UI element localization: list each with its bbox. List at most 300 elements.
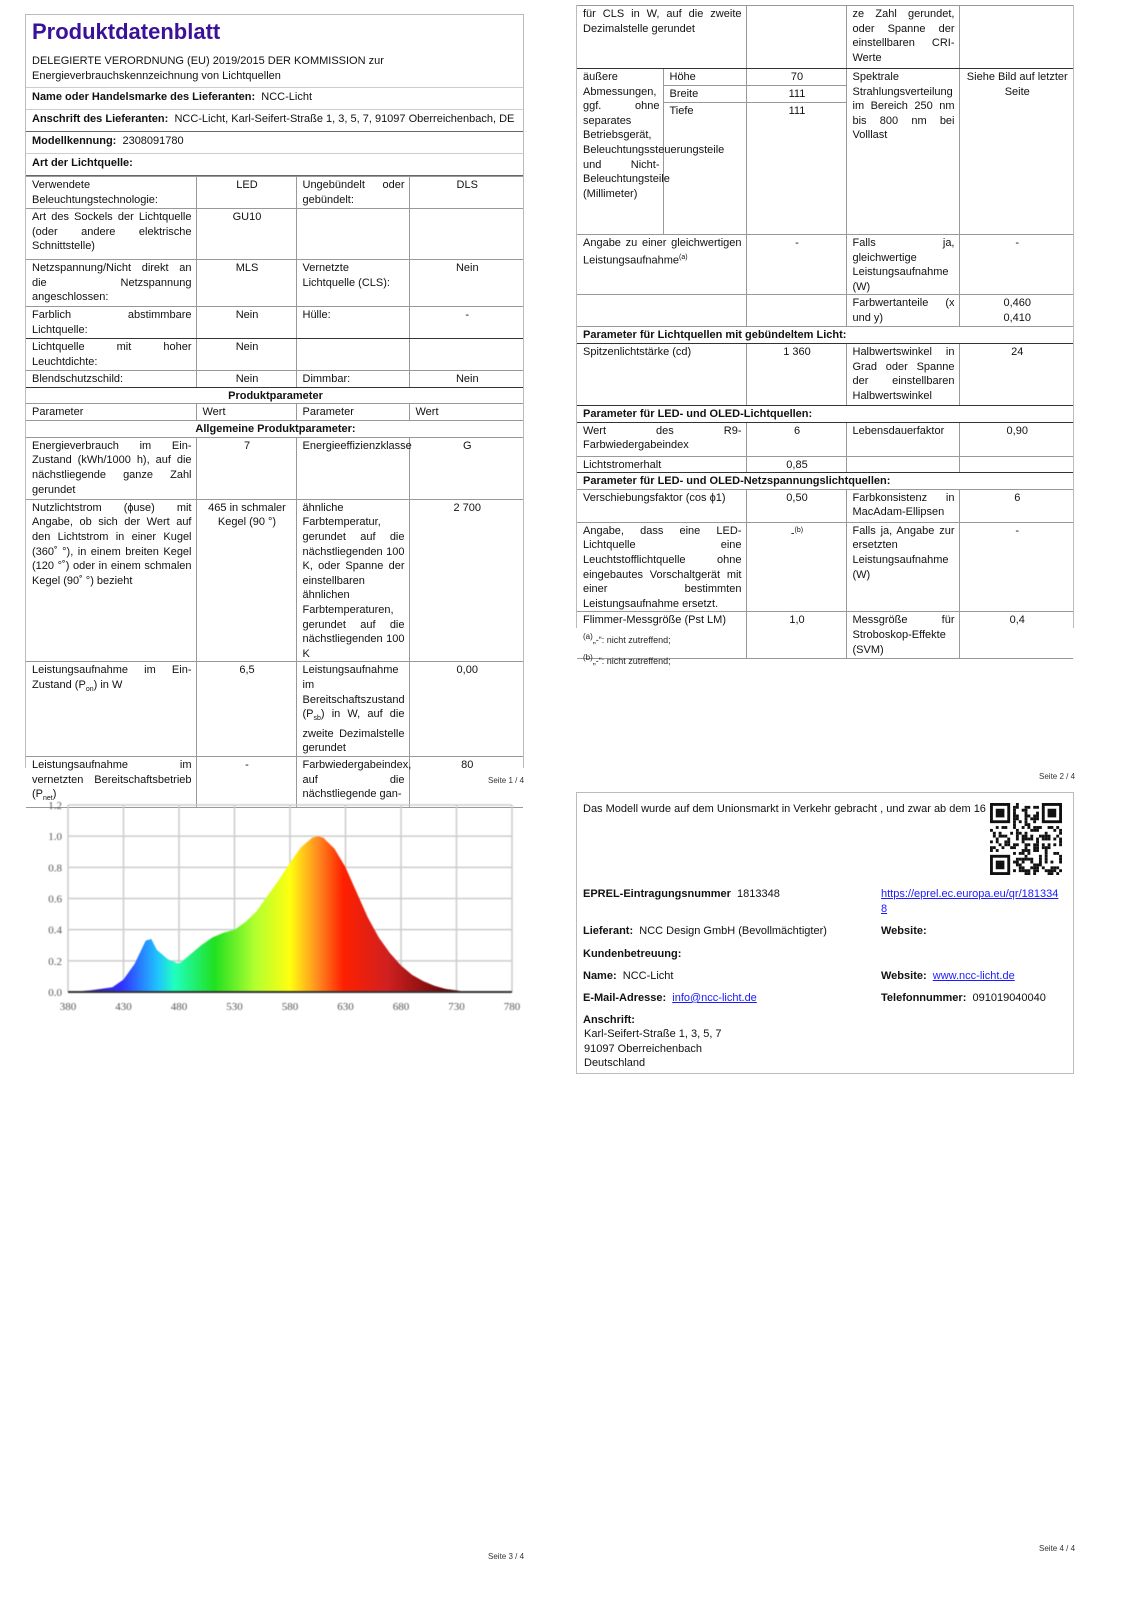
x-tick-label: 380	[59, 1001, 77, 1013]
param-label: Lichtquelle mit hoher Leuchtdichte:	[26, 339, 196, 371]
param-label: Vernetzte Lichtquelle (CLS):	[296, 260, 409, 307]
qr-module	[1007, 840, 1010, 843]
qr-module	[1016, 858, 1019, 861]
type-heading: Art der Lichtquelle:	[26, 154, 523, 176]
qr-module	[1036, 806, 1039, 809]
qr-module	[1013, 826, 1016, 829]
qr-module	[1022, 838, 1025, 841]
qr-module	[1036, 826, 1039, 829]
qr-module	[1039, 858, 1042, 861]
qr-module	[1045, 869, 1048, 872]
qr-module	[1039, 855, 1042, 858]
qr-module	[1027, 869, 1030, 872]
empty-cell	[846, 456, 959, 473]
qr-module	[1045, 861, 1048, 864]
directional-heading: Parameter für Lichtquellen mit gebündeltem Licht:	[577, 327, 1073, 344]
qr-module	[1036, 829, 1039, 832]
page-number: Seite 3 / 4	[488, 1552, 525, 1561]
qr-module	[1013, 820, 1016, 823]
psb-suffix: ) in W, auf die zweite Dezimalstelle gerundet	[302, 708, 405, 755]
y-tick-label: 1.2	[48, 800, 62, 812]
qr-module	[1030, 861, 1033, 864]
qr-module	[1030, 866, 1033, 869]
dim-value: 111	[746, 103, 846, 235]
qr-module	[1039, 826, 1042, 829]
qr-module	[1019, 832, 1022, 835]
qr-module	[1016, 817, 1019, 820]
col-header: Parameter	[296, 404, 409, 421]
qr-module	[1053, 852, 1056, 855]
qr-module	[1007, 843, 1010, 846]
param-label: Ungebündelt oder gebündelt:	[296, 177, 409, 209]
footnote-mark: (a)	[583, 632, 593, 641]
address	[584, 1027, 722, 1071]
supplier-name: NCC-Licht	[261, 91, 312, 103]
website-label: Website:	[881, 925, 927, 937]
equiv-w-label: Falls ja, gleichwertige Leistungsaufnahme (W)	[846, 235, 959, 295]
param-label	[296, 209, 409, 260]
spectrum-chart	[28, 792, 521, 1022]
param-value	[409, 209, 523, 260]
col-header: Parameter	[26, 404, 196, 421]
qr-module	[1050, 866, 1053, 869]
empty-cell	[959, 6, 1073, 69]
equiv-power-label	[577, 235, 746, 295]
qr-module	[1027, 823, 1030, 826]
qr-module	[1056, 826, 1059, 829]
param-label: Nutzlichtstrom (ɸuse) mit Angabe, ob sich der Wert auf den Lichtstrom in einer Kugel (360˚ °), in einem breiten Kegel (120 °˚) oder in einem schmalen Kegel (90˚ °) bezieht	[26, 499, 196, 662]
qr-module	[1019, 858, 1022, 861]
empty-cell	[746, 6, 846, 69]
qr-module	[1050, 869, 1053, 872]
model-label: Modellkennung:	[32, 135, 117, 147]
email-label: E-Mail-Adresse:	[583, 992, 667, 1004]
qr-module	[1004, 840, 1007, 843]
qr-module	[1036, 869, 1039, 872]
qr-module	[1048, 846, 1051, 849]
y-tick-label: 1.0	[48, 831, 62, 844]
qr-module	[1002, 846, 1005, 849]
qr-module	[1036, 838, 1039, 841]
equiv-text: Angabe zu einer gleichwertigen Leistungsaufnahme	[583, 237, 742, 267]
qr-module	[1059, 843, 1062, 846]
beam-label: Halbwertswinkel in Grad oder Spanne der einstellbaren Halbwertswinkel	[846, 343, 959, 405]
pon-sub: on	[85, 686, 94, 694]
qr-module	[1025, 835, 1028, 838]
maint-label: Lichtstromerhalt	[577, 456, 746, 473]
param-label: Netzspannung/Nicht direkt an die Netzspannung angeschlossen:	[26, 260, 196, 307]
qr-module	[1042, 838, 1045, 841]
empty-cell	[746, 295, 846, 327]
qr-module	[1025, 812, 1028, 815]
qr-module	[1019, 866, 1022, 869]
psb-label	[296, 662, 409, 757]
qr-module	[1016, 803, 1019, 806]
qr-module	[1022, 869, 1025, 872]
qr-module	[1025, 872, 1028, 875]
x-tick-label: 480	[170, 1001, 188, 1013]
qr-module	[1036, 866, 1039, 869]
light-source-type-table	[26, 176, 523, 808]
qr-module	[1027, 806, 1030, 809]
peak-label: Spitzenlichtstärke (cd)	[577, 343, 746, 405]
qr-module	[1033, 843, 1036, 846]
qr-module	[1042, 843, 1045, 846]
qr-module	[1013, 806, 1016, 809]
footnote-mark: (b)	[583, 653, 593, 662]
macadam-value: 6	[959, 489, 1073, 522]
params-table-continued	[577, 5, 1073, 659]
supplier-name-label: Name oder Handelsmarke des Lieferanten:	[32, 91, 256, 103]
flicker-value: 1,0	[746, 612, 846, 659]
qr-module	[1004, 843, 1007, 846]
empty-cell	[959, 456, 1073, 473]
qr-module	[1056, 835, 1059, 838]
qr-module	[1053, 843, 1056, 846]
spectrum-value: Siehe Bild auf letzter Seite	[959, 69, 1073, 235]
qr-module	[993, 835, 996, 838]
qr-finder-center	[1048, 809, 1057, 818]
qr-module	[1048, 872, 1051, 875]
qr-module	[1016, 863, 1019, 866]
qr-finder-center	[996, 861, 1005, 870]
qr-module	[1036, 812, 1039, 815]
peak-value: 1 360	[746, 343, 846, 405]
qr-module	[1033, 863, 1036, 866]
led-heading: Parameter für LED- und OLED-Lichtquellen:	[577, 405, 1073, 422]
qr-module	[1036, 817, 1039, 820]
cri-value: 80	[409, 757, 523, 808]
footnote-ref: (b)	[794, 526, 804, 534]
address-line: 91097 Oberreichenbach	[584, 1042, 703, 1055]
qr-module	[1050, 872, 1053, 875]
address-line: Deutschland	[584, 1057, 646, 1069]
replace-w-value: -	[959, 522, 1073, 612]
page-title: Produktdatenblatt	[32, 19, 221, 44]
x-tick-label: 580	[281, 1001, 299, 1013]
eprel-label: EPREL-Eintragungsnummer	[583, 888, 731, 900]
qr-module	[1042, 835, 1045, 838]
qr-module	[1025, 809, 1028, 812]
qr-module	[1033, 815, 1036, 818]
website-link[interactable]: www.ncc-licht.de	[932, 970, 1015, 982]
qr-module	[1039, 861, 1042, 864]
qr-module	[1045, 832, 1048, 835]
psb-text: Leistungsaufnahme im Bereitschaftszustand (P	[302, 664, 405, 721]
replace-dash: -	[790, 527, 795, 540]
eprel-link[interactable]: https://eprel.ec.europa.eu/qr/1813348	[881, 888, 1059, 915]
param-label: Dimmbar:	[296, 371, 409, 388]
qr-module	[1010, 846, 1013, 849]
qr-module	[996, 849, 999, 852]
chroma-values	[959, 295, 1073, 327]
param-value: Nein	[196, 339, 296, 371]
qr-module	[1019, 869, 1022, 872]
param-label: Energieeffizienzklasse	[296, 437, 409, 499]
qr-module	[1025, 849, 1028, 852]
qr-module	[1016, 835, 1019, 838]
cos-value: 0,50	[746, 489, 846, 522]
model-row	[26, 132, 523, 154]
qr-module	[1042, 846, 1045, 849]
qr-module	[1056, 866, 1059, 869]
qr-module	[1045, 835, 1048, 838]
qr-module	[1045, 858, 1048, 861]
cri-label-cont: ze Zahl gerundet, oder Spanne der einstellbaren CRI-Werte	[846, 6, 959, 69]
param-label: Blendschutzschild:	[26, 371, 196, 388]
pon-value: 6,5	[196, 662, 296, 757]
qr-module	[1042, 866, 1045, 869]
qr-module	[1025, 815, 1028, 818]
qr-module	[1048, 869, 1051, 872]
param-label: Farblich abstimmbare Lichtquelle:	[26, 307, 196, 339]
qr-module	[990, 840, 993, 843]
qr-module	[1007, 838, 1010, 841]
qr-module	[996, 840, 999, 843]
qr-module	[1022, 866, 1025, 869]
param-value: LED	[196, 177, 296, 209]
x-tick-label: 680	[392, 1001, 410, 1013]
qr-code[interactable]	[990, 803, 1062, 875]
qr-module	[990, 829, 993, 832]
qr-module	[1045, 852, 1048, 855]
dim-label: Höhe	[663, 69, 746, 86]
address-line: Karl-Seifert-Straße 1, 3, 5, 7	[584, 1028, 722, 1040]
param-value: Nein	[196, 307, 296, 339]
param-label	[296, 339, 409, 371]
qr-module	[1050, 861, 1053, 864]
qr-module	[1030, 838, 1033, 841]
chroma-x: 0,460	[1003, 297, 1032, 310]
svm-value: 0,4	[959, 612, 1073, 659]
qr-module	[1022, 849, 1025, 852]
pnet-sub: net	[43, 795, 53, 803]
product-params-heading: Produktparameter	[26, 387, 523, 404]
x-tick-label: 730	[448, 1001, 465, 1013]
qr-module	[1059, 858, 1062, 861]
qr-module	[1027, 849, 1030, 852]
life-value: 0,90	[959, 422, 1073, 456]
qr-module	[1045, 849, 1048, 852]
qr-module	[1025, 838, 1028, 841]
qr-module	[1025, 832, 1028, 835]
qr-module	[1019, 820, 1022, 823]
y-tick-label: 0.2	[48, 955, 62, 968]
param-value: 2 700	[409, 499, 523, 662]
psb-sub: sb	[313, 715, 321, 723]
qr-module	[1039, 835, 1042, 838]
replace-w-label: Falls ja, Angabe zur ersetzten Leistungsaufnahme (W)	[846, 522, 959, 612]
qr-module	[1022, 858, 1025, 861]
qr-module	[1048, 838, 1051, 841]
replace-label: Angabe, dass eine LED-Lichtquelle eine Leuchtstofflichtquelle ohne eingebautes Vorschaltgerät mit einer bestimmten Leistungsaufnahme ersetzt.	[577, 522, 746, 612]
qr-module	[1016, 861, 1019, 864]
qr-module	[1025, 858, 1028, 861]
qr-module	[1004, 835, 1007, 838]
supplier-name-row	[26, 88, 523, 110]
qr-module	[1027, 826, 1030, 829]
col-header: Wert	[409, 404, 523, 421]
qr-module	[1048, 826, 1051, 829]
supplier-label: Lieferant:	[583, 925, 634, 937]
qr-module	[1036, 846, 1039, 849]
col-header: Wert	[196, 404, 296, 421]
pon-text: Leistungsaufnahme im Ein-Zustand (P	[32, 664, 192, 691]
qr-module	[996, 826, 999, 829]
pnet-suffix: )	[52, 788, 57, 801]
r9-value: 6	[746, 422, 846, 456]
flicker-label: Flimmer-Messgröße (Pst LM)	[577, 612, 746, 659]
dim-label: Breite	[663, 86, 746, 103]
qr-module	[1033, 866, 1036, 869]
qr-module	[1059, 829, 1062, 832]
qr-module	[1016, 806, 1019, 809]
datasheet-page-4	[576, 792, 1074, 1074]
model-id: 2308091780	[122, 135, 184, 147]
y-tick-label: 0.8	[48, 862, 62, 875]
footnote-a	[583, 628, 671, 649]
qr-module	[1002, 835, 1005, 838]
qr-module	[1016, 838, 1019, 841]
qr-module	[1025, 869, 1028, 872]
qr-module	[1027, 852, 1030, 855]
psb-value: 0,00	[409, 662, 523, 757]
dim-value: 111	[746, 86, 846, 103]
param-label: Energieverbrauch im Ein-Zustand (kWh/1000 h), auf die nächstliegende ganze Zahl gerundet	[26, 437, 196, 499]
maint-value: 0,85	[746, 456, 846, 473]
regulation-text: DELEGIERTE VERORDNUNG (EU) 2019/2015 DER KOMMISSION zur Energieverbrauchskennzeichnung von Lichtquellen	[26, 51, 523, 88]
footnote-text: „-“: nicht zutreffend;	[592, 635, 671, 645]
qr-module	[1027, 872, 1030, 875]
mains-heading: Parameter für LED- und OLED-Netzspannungslichtquellen:	[577, 473, 1073, 490]
dim-label: Tiefe	[663, 103, 746, 235]
table-row	[26, 307, 523, 339]
qr-module	[1025, 817, 1028, 820]
pon-label	[26, 662, 196, 757]
qr-module	[1016, 815, 1019, 818]
qr-module	[1036, 815, 1039, 818]
qr-module	[1016, 829, 1019, 832]
supplier-value: NCC Design GmbH (Bevollmächtigter)	[639, 925, 827, 937]
qr-module	[1013, 809, 1016, 812]
qr-module	[1013, 869, 1016, 872]
qr-module	[1019, 863, 1022, 866]
qr-module	[1013, 817, 1016, 820]
qr-module	[1022, 840, 1025, 843]
qr-module	[1013, 861, 1016, 864]
qr-module	[1030, 829, 1033, 832]
name-value: NCC-Licht	[622, 970, 674, 982]
table-row	[26, 339, 523, 371]
qr-module	[1022, 852, 1025, 855]
cls-power-label-cont: für CLS in W, auf die zweite Dezimalstelle gerundet	[577, 6, 746, 69]
qr-module	[990, 846, 993, 849]
qr-module	[1059, 855, 1062, 858]
qr-module	[1033, 869, 1036, 872]
page-number: Seite 1 / 4	[488, 776, 525, 785]
dimensions-label: äußere Abmessungen, ggf. ohne separates Betriebsgerät, Beleuchtungssteuerungsteile und Nicht-Beleuchtungsteile (Millimeter)	[577, 69, 663, 235]
qr-module	[999, 832, 1002, 835]
param-value: G	[409, 437, 523, 499]
qr-module	[1010, 832, 1013, 835]
life-label: Lebensdauerfaktor	[846, 422, 959, 456]
y-tick-label: 0.4	[48, 924, 62, 937]
pnet-value: -	[196, 757, 296, 808]
param-value	[409, 339, 523, 371]
param-value: MLS	[196, 260, 296, 307]
qr-module	[1039, 863, 1042, 866]
param-value: -	[409, 307, 523, 339]
qr-module	[1025, 843, 1028, 846]
qr-module	[1059, 869, 1062, 872]
param-value: GU10	[196, 209, 296, 260]
qr-module	[1025, 823, 1028, 826]
table-row	[26, 209, 523, 260]
qr-module	[1053, 869, 1056, 872]
phone-value: 091019040040	[972, 992, 1046, 1004]
supplier-address: NCC-Licht, Karl-Seifert-Straße 1, 3, 5, 7, 91097 Oberreichenbach, DE	[174, 113, 515, 125]
qr-module	[1036, 849, 1039, 852]
qr-module	[1030, 835, 1033, 838]
y-tick-label: 0.0	[48, 987, 62, 999]
spectrum-label: Spektrale Strahlungsverteilung im Bereich 250 nm bis 800 nm bei Volllast	[846, 69, 959, 235]
qr-module	[1036, 840, 1039, 843]
param-value: 7	[196, 437, 296, 499]
r9-label: Wert des R9-Farbwiedergabeindex	[577, 422, 746, 456]
qr-module	[1013, 852, 1016, 855]
website-label: Website:	[881, 970, 927, 982]
qr-module	[1025, 806, 1028, 809]
qr-module	[1045, 855, 1048, 858]
qr-module	[1022, 861, 1025, 864]
qr-module	[1016, 843, 1019, 846]
qr-module	[1033, 826, 1036, 829]
qr-module	[1022, 835, 1025, 838]
general-params-heading: Allgemeine Produktparameter:	[26, 421, 523, 438]
support-heading: Kundenbetreuung:	[583, 948, 682, 960]
param-value: Nein	[409, 371, 523, 388]
qr-module	[1019, 852, 1022, 855]
qr-module	[1027, 815, 1030, 818]
eprel-number: 1813348	[737, 888, 780, 900]
email-link[interactable]: info@ncc-licht.de	[672, 992, 757, 1004]
qr-module	[1059, 838, 1062, 841]
param-value: DLS	[409, 177, 523, 209]
qr-module	[1004, 826, 1007, 829]
phone-label: Telefonnummer:	[881, 992, 967, 1004]
name-label: Name:	[583, 970, 617, 982]
qr-module	[1033, 872, 1036, 875]
qr-module	[1022, 809, 1025, 812]
pon-suffix: ) in W	[93, 678, 123, 691]
qr-finder-center	[996, 809, 1005, 818]
param-label: Art des Sockels der Lichtquelle (oder andere elektrische Schnittstelle)	[26, 209, 196, 260]
table-row	[26, 260, 523, 307]
qr-module	[993, 832, 996, 835]
qr-module	[1027, 843, 1030, 846]
param-label: Verwendete Beleuchtungstechnologie:	[26, 177, 196, 209]
supplier-address-row	[26, 110, 523, 132]
qr-module	[1013, 823, 1016, 826]
cos-label: Verschiebungsfaktor (cos ϕ1)	[577, 489, 746, 522]
qr-module	[1027, 858, 1030, 861]
param-value: Nein	[196, 371, 296, 388]
param-label: ähnliche Farbtemperatur, gerundet auf die nächstliegenden 100 K, oder Spanne der einstellbaren ähnlichen Farbtemperaturen, gerundet auf die nächstliegenden 100 K	[296, 499, 409, 662]
qr-module	[1016, 832, 1019, 835]
qr-module	[1053, 838, 1056, 841]
table-row	[26, 177, 523, 209]
param-value: Nein	[409, 260, 523, 307]
